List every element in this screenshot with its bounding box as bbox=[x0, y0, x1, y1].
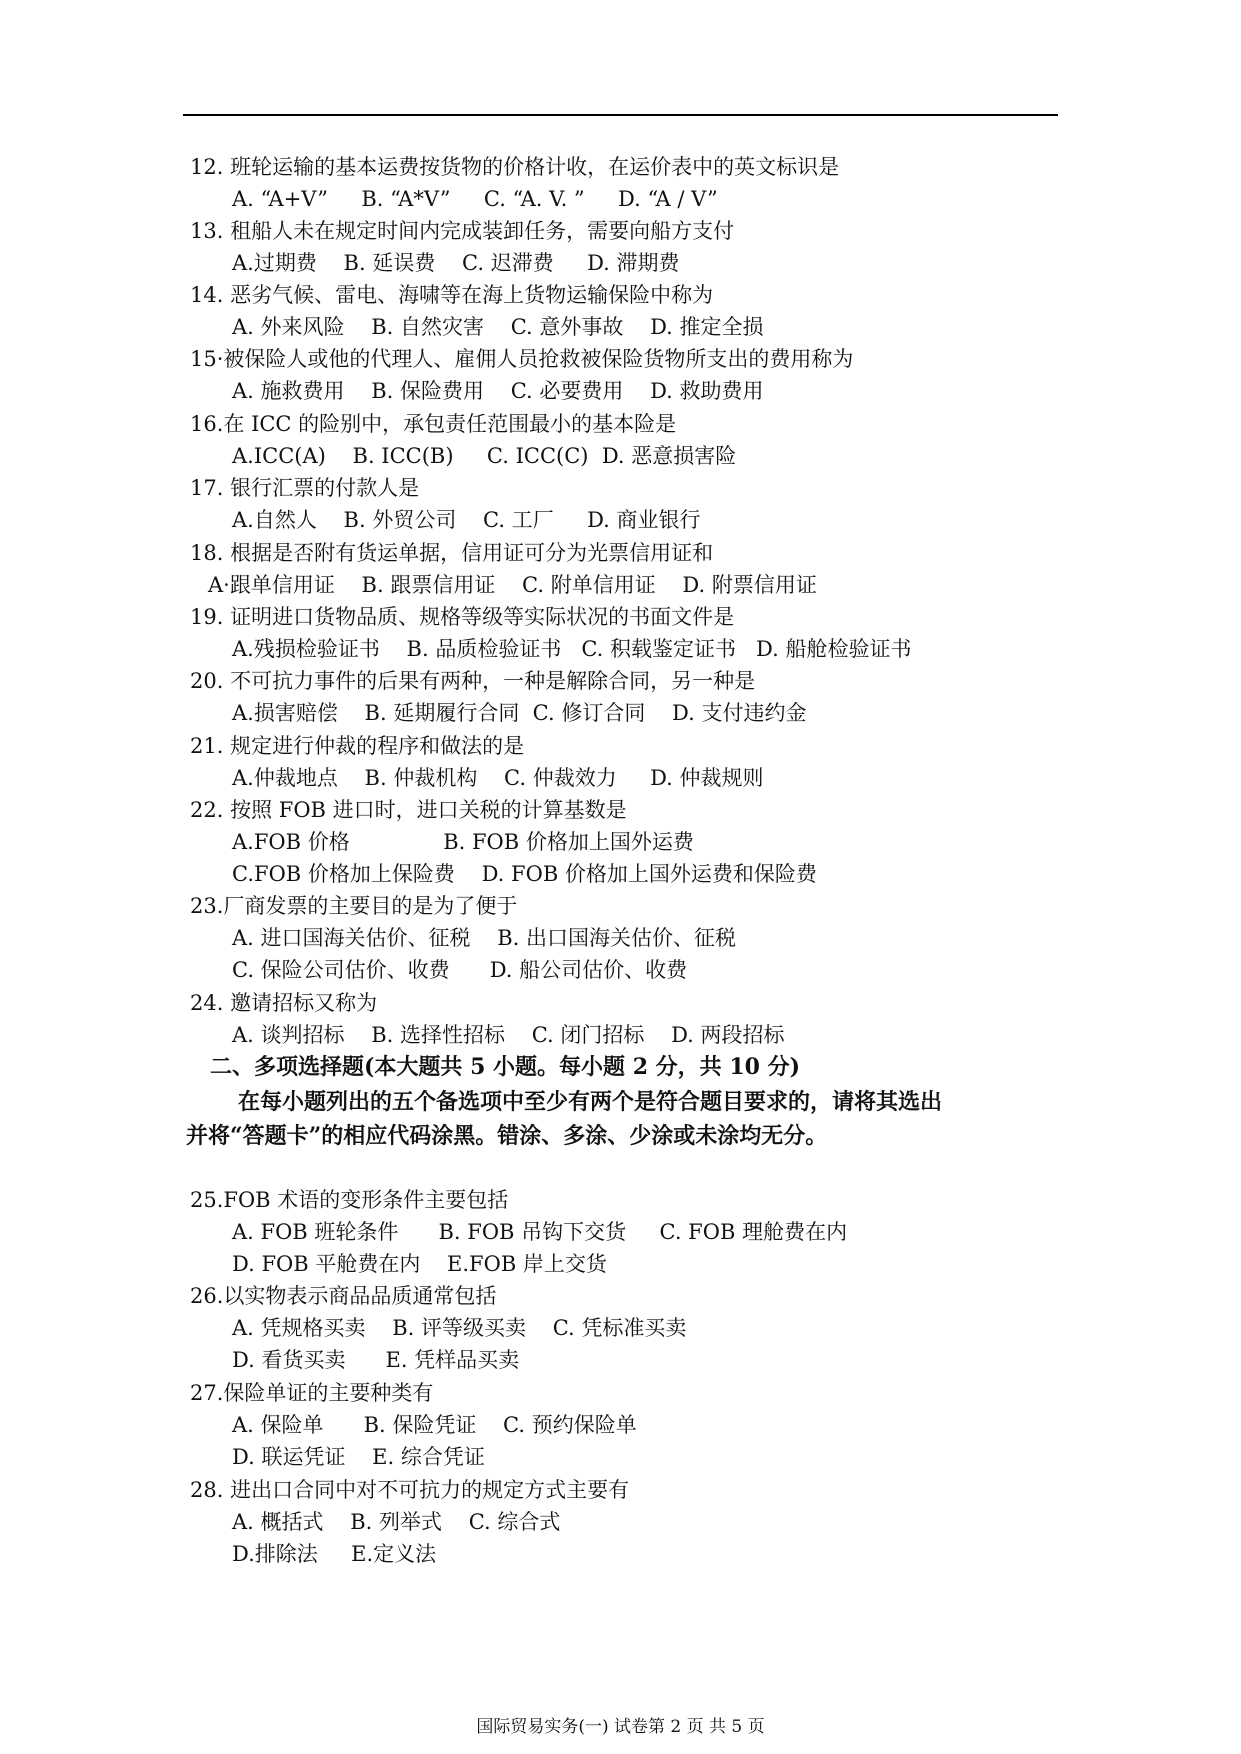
question-21-options: A.仲裁地点 B. 仲裁机构 C. 仲裁效力 D. 仲裁规则 bbox=[232, 766, 764, 790]
section-2-instruction-line-2: 并将“答题卡”的相应代码涂黑。错涂、多涂、少涂或未涂均无分。 bbox=[186, 1123, 828, 1149]
question-28-options-row-1: A. 概括式 B. 列举式 C. 综合式 bbox=[232, 1510, 561, 1534]
question-23-options-row-2: C. 保险公司估价、收费 D. 船公司估价、收费 bbox=[232, 958, 688, 982]
question-22-stem: 22. 按照 FOB 进口时，进口关税的计算基数是 bbox=[190, 798, 627, 822]
question-15-stem: 15·被保险人或他的代理人、雇佣人员抢救被保险货物所支出的费用称为 bbox=[190, 347, 854, 371]
question-25-options-row-2: D. FOB 平舱费在内 E.FOB 岸上交货 bbox=[232, 1252, 607, 1276]
question-18-options: A·跟单信用证 B. 跟票信用证 C. 附单信用证 D. 附票信用证 bbox=[208, 573, 817, 597]
question-14-stem: 14. 恶劣气候、雷电、海啸等在海上货物运输保险中称为 bbox=[190, 283, 714, 307]
question-14-options: A. 外来风险 B. 自然灾害 C. 意外事故 D. 推定全损 bbox=[232, 315, 764, 339]
question-18-stem: 18. 根据是否附有货运单据，信用证可分为光票信用证和 bbox=[190, 541, 714, 565]
question-26-options-row-2: D. 看货买卖 E. 凭样品买卖 bbox=[232, 1348, 520, 1372]
question-23-stem: 23.厂商发票的主要目的是为了便于 bbox=[190, 894, 518, 918]
question-23-options-row-1: A. 进口国海关估价、征税 B. 出口国海关估价、征税 bbox=[232, 926, 736, 950]
question-19-options: A.残损检验证书 B. 品质检验证书 C. 积载鉴定证书 D. 船舱检验证书 bbox=[232, 637, 912, 661]
question-17-stem: 17. 银行汇票的付款人是 bbox=[190, 476, 420, 500]
question-25-stem: 25.FOB 术语的变形条件主要包括 bbox=[190, 1188, 509, 1212]
section-2-instruction-line-1: 在每小题列出的五个备选项中至少有两个是符合题目要求的，请将其选出 bbox=[238, 1089, 943, 1115]
question-13-options: A.过期费 B. 延误费 C. 迟滞费 D. 滞期费 bbox=[232, 251, 680, 275]
question-27-options-row-2: D. 联运凭证 E. 综合凭证 bbox=[232, 1445, 485, 1469]
question-16-stem: 16.在 ICC 的险别中，承包责任范围最小的基本险是 bbox=[190, 412, 677, 436]
question-22-options-row-2: C.FOB 价格加上保险费 D. FOB 价格加上国外运费和保险费 bbox=[232, 862, 817, 886]
question-24-options: A. 谈判招标 B. 选择性招标 C. 闭门招标 D. 两段招标 bbox=[232, 1023, 785, 1047]
question-28-options-row-2: D.排除法 E.定义法 bbox=[232, 1542, 437, 1566]
question-26-stem: 26.以实物表示商品品质通常包括 bbox=[190, 1284, 497, 1308]
question-13-stem: 13. 租船人未在规定时间内完成装卸任务，需要向船方支付 bbox=[190, 219, 735, 243]
question-22-options-row-1: A.FOB 价格 B. FOB 价格加上国外运费 bbox=[232, 830, 694, 854]
question-20-options: A.损害赔偿 B. 延期履行合同 C. 修订合同 D. 支付违约金 bbox=[232, 701, 807, 725]
question-24-stem: 24. 邀请招标又称为 bbox=[190, 991, 378, 1015]
page-footer: 国际贸易实务(一) 试卷第 2 页 共 5 页 bbox=[476, 1717, 765, 1737]
question-17-options: A.自然人 B. 外贸公司 C. 工厂 D. 商业银行 bbox=[232, 508, 701, 532]
question-16-options: A.ICC(A) B. ICC(B) C. ICC(C) D. 恶意损害险 bbox=[232, 444, 737, 468]
question-19-stem: 19. 证明进口货物品质、规格等级等实际状况的书面文件是 bbox=[190, 605, 735, 629]
question-21-stem: 21. 规定进行仲裁的程序和做法的是 bbox=[190, 734, 525, 758]
question-12-options: A. “A+V” B. “A*V” C. “A. V. ” D. “A / V” bbox=[232, 187, 718, 211]
question-27-options-row-1: A. 保险单 B. 保险凭证 C. 预约保险单 bbox=[232, 1413, 637, 1437]
question-26-options-row-1: A. 凭规格买卖 B. 评等级买卖 C. 凭标准买卖 bbox=[232, 1316, 687, 1340]
header-rule bbox=[183, 114, 1058, 116]
question-27-stem: 27.保险单证的主要种类有 bbox=[190, 1381, 434, 1405]
question-20-stem: 20. 不可抗力事件的后果有两种，一种是解除合同，另一种是 bbox=[190, 669, 756, 693]
section-2-heading: 二、多项选择题(本大题共 5 小题。每小题 2 分，共 10 分) bbox=[210, 1054, 801, 1080]
question-15-options: A. 施救费用 B. 保险费用 C. 必要费用 D. 救助费用 bbox=[232, 379, 764, 403]
question-12-stem: 12. 班轮运输的基本运费按货物的价格计收，在运价表中的英文标识是 bbox=[190, 155, 840, 179]
question-25-options-row-1: A. FOB 班轮条件 B. FOB 吊钩下交货 C. FOB 理舱费在内 bbox=[232, 1220, 848, 1244]
question-28-stem: 28. 进出口合同中对不可抗力的规定方式主要有 bbox=[190, 1478, 630, 1502]
